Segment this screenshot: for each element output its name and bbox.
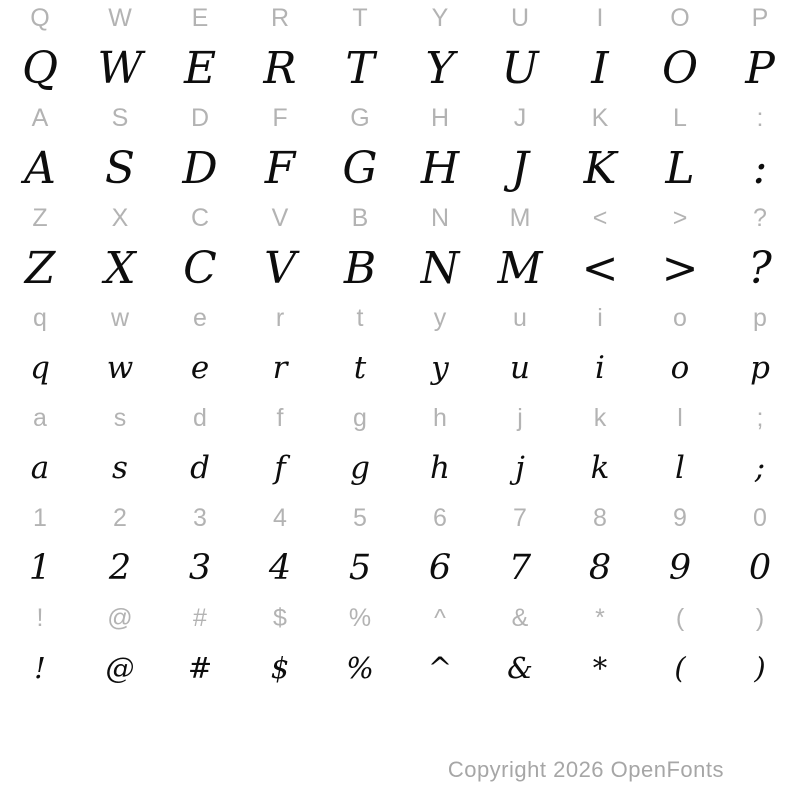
preview-glyph: 1 bbox=[28, 548, 52, 588]
preview-line bbox=[0, 136, 800, 200]
reference-glyph: f bbox=[276, 403, 284, 432]
preview-glyph: A bbox=[24, 142, 56, 194]
reference-glyph: Y bbox=[431, 3, 449, 32]
reference-glyph: Z bbox=[32, 203, 48, 232]
preview-glyph: 4 bbox=[268, 548, 292, 588]
reference-glyph: 1 bbox=[33, 503, 47, 532]
keyboard-row-caps-bottom bbox=[0, 200, 800, 300]
preview-glyph: B bbox=[343, 242, 377, 294]
preview-glyph: q bbox=[30, 350, 50, 386]
preview-glyph: < bbox=[581, 242, 619, 294]
reference-glyph: i bbox=[597, 303, 603, 332]
preview-glyph: 9 bbox=[668, 548, 692, 588]
preview-glyph: 6 bbox=[428, 548, 452, 588]
reference-glyph: 6 bbox=[433, 503, 447, 532]
reference-glyph: 5 bbox=[353, 503, 367, 532]
reference-glyph: 8 bbox=[593, 503, 607, 532]
preview-glyph: * bbox=[592, 651, 608, 685]
preview-glyph: H bbox=[420, 142, 460, 194]
preview-glyph: & bbox=[507, 651, 533, 685]
preview-glyph: h bbox=[430, 450, 450, 486]
preview-line bbox=[0, 436, 800, 500]
reference-glyph: Q bbox=[30, 3, 50, 32]
preview-glyph: w bbox=[106, 350, 134, 386]
reference-glyph: @ bbox=[107, 603, 133, 632]
reference-glyph: < bbox=[592, 203, 608, 232]
reference-glyph: & bbox=[511, 603, 529, 632]
preview-glyph: M bbox=[497, 242, 543, 294]
copyright-text: Copyright 2026 OpenFonts bbox=[447, 757, 724, 782]
preview-glyph: Y bbox=[425, 42, 455, 94]
preview-glyph: y bbox=[431, 350, 449, 386]
reference-glyph: s bbox=[113, 403, 127, 432]
reference-glyph: 7 bbox=[513, 503, 527, 532]
preview-glyph: a bbox=[30, 450, 50, 486]
reference-glyph: w bbox=[110, 303, 130, 332]
reference-line bbox=[0, 0, 800, 36]
preview-glyph: 3 bbox=[188, 548, 212, 588]
reference-glyph: ^ bbox=[434, 603, 446, 632]
preview-glyph: P bbox=[745, 42, 775, 94]
reference-glyph: V bbox=[271, 203, 289, 232]
preview-glyph: J bbox=[511, 142, 529, 194]
reference-glyph: F bbox=[272, 103, 288, 132]
reference-glyph: ( bbox=[675, 603, 685, 632]
preview-line bbox=[0, 536, 800, 600]
reference-glyph: K bbox=[591, 103, 609, 132]
preview-glyph: I bbox=[591, 42, 609, 94]
reference-glyph: O bbox=[670, 3, 690, 32]
reference-glyph: q bbox=[33, 303, 47, 332]
preview-glyph: ( bbox=[674, 651, 686, 685]
preview-glyph: V bbox=[264, 242, 296, 294]
reference-glyph: N bbox=[430, 203, 450, 232]
preview-glyph: T bbox=[345, 42, 375, 94]
reference-glyph: P bbox=[751, 3, 769, 32]
preview-glyph: ) bbox=[754, 651, 766, 685]
reference-line bbox=[0, 600, 800, 636]
reference-glyph: a bbox=[33, 403, 47, 432]
preview-glyph: t bbox=[353, 350, 367, 386]
keyboard-row-lower-top bbox=[0, 300, 800, 400]
preview-glyph: W bbox=[97, 42, 143, 94]
keyboard-row-caps-home bbox=[0, 100, 800, 200]
keyboard-row-caps-top bbox=[0, 0, 800, 100]
reference-glyph: g bbox=[353, 403, 367, 432]
preview-glyph: # bbox=[187, 651, 213, 685]
reference-glyph: y bbox=[433, 303, 447, 332]
reference-line bbox=[0, 100, 800, 136]
reference-line bbox=[0, 500, 800, 536]
preview-glyph: 7 bbox=[508, 548, 532, 588]
preview-glyph: F bbox=[264, 142, 296, 194]
reference-line bbox=[0, 200, 800, 236]
preview-glyph: G bbox=[342, 142, 378, 194]
reference-glyph: 0 bbox=[753, 503, 767, 532]
preview-glyph: p bbox=[750, 350, 770, 386]
reference-glyph: u bbox=[513, 303, 527, 332]
reference-glyph: 2 bbox=[113, 503, 127, 532]
preview-glyph: S bbox=[104, 142, 136, 194]
reference-glyph: S bbox=[111, 103, 129, 132]
reference-glyph: ? bbox=[753, 203, 767, 232]
preview-glyph: X bbox=[104, 242, 136, 294]
reference-glyph: l bbox=[677, 403, 683, 432]
reference-glyph: R bbox=[270, 3, 290, 32]
preview-glyph: ; bbox=[754, 450, 766, 486]
reference-glyph: L bbox=[673, 103, 687, 132]
preview-glyph: 0 bbox=[748, 548, 772, 588]
reference-glyph: % bbox=[348, 603, 372, 632]
reference-glyph: H bbox=[430, 103, 450, 132]
preview-glyph: r bbox=[272, 350, 288, 386]
preview-glyph: l bbox=[675, 450, 685, 486]
reference-glyph: J bbox=[513, 103, 527, 132]
preview-glyph: 5 bbox=[348, 548, 372, 588]
reference-glyph: j bbox=[517, 403, 523, 432]
preview-glyph: o bbox=[670, 350, 690, 386]
reference-glyph: h bbox=[433, 403, 447, 432]
preview-glyph: K bbox=[583, 142, 617, 194]
reference-line bbox=[0, 400, 800, 436]
reference-glyph: 3 bbox=[193, 503, 207, 532]
preview-glyph: k bbox=[590, 450, 610, 486]
preview-glyph: Q bbox=[21, 42, 59, 94]
reference-glyph: W bbox=[108, 3, 132, 32]
reference-glyph: p bbox=[753, 303, 767, 332]
reference-glyph: k bbox=[593, 403, 607, 432]
reference-glyph: A bbox=[31, 103, 49, 132]
keyboard-row-symbols bbox=[0, 600, 800, 700]
reference-glyph: $ bbox=[273, 603, 287, 632]
reference-glyph: r bbox=[275, 303, 285, 332]
preview-line bbox=[0, 336, 800, 400]
reference-glyph: ; bbox=[756, 403, 764, 432]
preview-glyph: s bbox=[112, 450, 128, 486]
reference-glyph: E bbox=[191, 3, 209, 32]
preview-glyph: 2 bbox=[108, 548, 132, 588]
preview-glyph: D bbox=[182, 142, 218, 194]
preview-glyph: U bbox=[501, 42, 539, 94]
reference-glyph: U bbox=[510, 3, 530, 32]
preview-glyph: O bbox=[661, 42, 699, 94]
preview-glyph: $ bbox=[270, 651, 290, 685]
preview-glyph: g bbox=[350, 450, 370, 486]
reference-glyph: 9 bbox=[673, 503, 687, 532]
preview-glyph: @ bbox=[105, 651, 135, 685]
reference-glyph: X bbox=[111, 203, 129, 232]
preview-glyph: u bbox=[510, 350, 530, 386]
preview-glyph: C bbox=[183, 242, 217, 294]
preview-glyph: % bbox=[346, 651, 374, 685]
preview-line bbox=[0, 36, 800, 100]
reference-glyph: ! bbox=[36, 603, 44, 632]
preview-glyph: i bbox=[595, 350, 605, 386]
preview-glyph: Z bbox=[24, 242, 56, 294]
reference-glyph: B bbox=[351, 203, 369, 232]
preview-glyph: E bbox=[183, 42, 217, 94]
reference-glyph: o bbox=[673, 303, 687, 332]
keyboard-row-lower-home bbox=[0, 400, 800, 500]
reference-glyph: G bbox=[350, 103, 370, 132]
reference-glyph: C bbox=[190, 203, 210, 232]
preview-glyph: f bbox=[274, 450, 286, 486]
preview-glyph: e bbox=[190, 350, 210, 386]
preview-glyph: : bbox=[752, 142, 768, 194]
preview-glyph: j bbox=[515, 450, 525, 486]
preview-glyph: > bbox=[661, 242, 699, 294]
preview-line bbox=[0, 636, 800, 700]
preview-glyph: 8 bbox=[588, 548, 612, 588]
reference-line bbox=[0, 300, 800, 336]
reference-glyph: 4 bbox=[273, 503, 287, 532]
reference-glyph: > bbox=[672, 203, 688, 232]
reference-glyph: : bbox=[756, 103, 764, 132]
preview-glyph: R bbox=[263, 42, 297, 94]
reference-glyph: e bbox=[193, 303, 207, 332]
preview-glyph: ? bbox=[748, 242, 772, 294]
reference-glyph: d bbox=[193, 403, 207, 432]
preview-line bbox=[0, 236, 800, 300]
preview-glyph: ^ bbox=[427, 651, 453, 685]
preview-glyph: d bbox=[190, 450, 210, 486]
reference-glyph: t bbox=[356, 303, 364, 332]
keyboard-row-digits bbox=[0, 500, 800, 600]
reference-glyph: * bbox=[595, 603, 605, 632]
preview-glyph: N bbox=[420, 242, 460, 294]
reference-glyph: ) bbox=[755, 603, 765, 632]
reference-glyph: D bbox=[190, 103, 210, 132]
preview-glyph: L bbox=[665, 142, 695, 194]
reference-glyph: I bbox=[596, 3, 604, 32]
reference-glyph: # bbox=[193, 603, 207, 632]
reference-glyph: M bbox=[509, 203, 531, 232]
preview-glyph: ! bbox=[34, 651, 46, 685]
reference-glyph: T bbox=[352, 3, 368, 32]
